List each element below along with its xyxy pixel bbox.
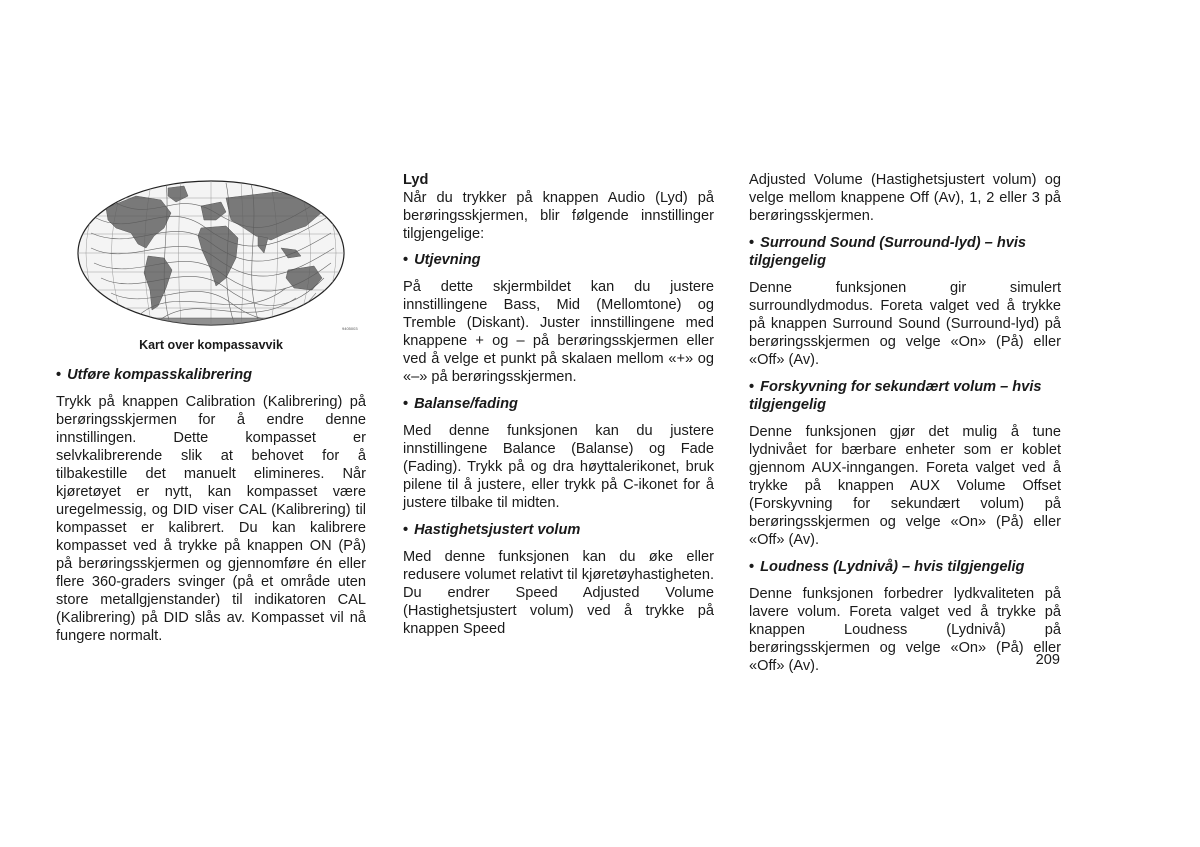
middle-column (403, 171, 714, 638)
figure-caption: Kart over kompassavvik (139, 338, 283, 352)
section-heading-equalizer (403, 251, 714, 269)
right-column (749, 171, 1061, 675)
heading-text: Utjevning (414, 252, 481, 268)
speed-adjusted-volume-paragraph: Med denne funksjonen kan du øke eller redusere volumet relativt til kjøretøyhastigheten. Du endrer Speed Adjusted Volume (Hastighetsjustert volum) ved å trykke på knappen Speed (403, 549, 714, 637)
compass-variance-map-figure (56, 178, 366, 336)
bullet: • (403, 522, 409, 538)
heading-text: Utføre kompasskalibrering (67, 367, 253, 383)
section-heading-balance-fade (403, 395, 714, 413)
section-heading-loudness (749, 558, 1061, 576)
balance-fade-paragraph: Med denne funksjonen kan du justere innstillingene Balance (Balanse) og Fade (Fading). Trykk på og dra høyttalerikonet, bruk pilene til å justere, eller trykk på C-ikonet for å justere tilbake til midten. (403, 423, 714, 511)
bullet: • (403, 252, 409, 268)
figure-code: 9405003 (342, 326, 358, 331)
audio-intro-paragraph: Når du trykker på knappen Audio (Lyd) på berøringsskjermen, blir følgende innstillinger tilgjengelige: (403, 190, 714, 242)
heading-text: Forskyvning for sekundært volum – hvis tilgjengelig (749, 379, 1042, 413)
section-heading-surround-sound (749, 234, 1061, 270)
section-heading-speed-adjusted-volume (403, 521, 714, 539)
bullet: • (403, 396, 409, 412)
speed-volume-continuation-paragraph: Adjusted Volume (Hastighetsjustert volum) og velge mellom knappene Off (Av), 1, 2 eller 3 på berøringsskjermen. (749, 172, 1061, 224)
heading-text: Balanse/fading (414, 396, 518, 412)
bullet: • (56, 367, 62, 383)
page-number: 209 (1035, 652, 1060, 668)
heading-text: Surround Sound (Surround-lyd) – hvis tilgjengelig (749, 235, 1027, 269)
heading-text: Hastighetsjustert volum (414, 522, 581, 538)
section-heading-aux-volume-offset (749, 378, 1061, 414)
surround-sound-paragraph: Denne funksjonen gir simulert surroundlydmodus. Foreta valget ved å trykke på knappen Surround Sound (Surround-lyd) på berøringsskjermen og velge «On» (På) eller «Off» (Av). (749, 280, 1061, 368)
bullet: • (749, 235, 755, 251)
world-map-image (76, 178, 346, 328)
section-heading-compass-calibration (56, 366, 366, 384)
loudness-paragraph: Denne funksjonen forbedrer lydkvaliteten på lavere volum. Foreta valget ved å trykke på knappen Loudness (Lydnivå) på berøringsskjermen og velge «On» (På) eller «Off» (Av). (749, 586, 1061, 674)
bullet: • (749, 379, 755, 395)
equalizer-paragraph: På dette skjermbildet kan du justere innstillingene Bass, Mid (Mellomtone) og Tremble (Diskant). Juster innstillingene med knappene + og – på berøringsskjermen eller ved å velge et punkt på skalaen mellom «+» og «–» på berøringsskjermen. (403, 279, 714, 385)
heading-text: Loudness (Lydnivå) – hvis tilgjengelig (760, 559, 1025, 575)
compass-calibration-paragraph: Trykk på knappen Calibration (Kalibrering) på berøringsskjermen for å endre denne innstillingen. Dette kompasset er selvkalibrerende slik at behovet for å tilbakestille det manuelt elimineres. Når kjøretøyet er nytt, kan kompasset være uregelmessig, og DID viser CAL (Kalibrering) til kompasset er kalibrert. Du kan kalibrere kompasset ved å trykke på knappen ON (På) på berøringsskjermen og gjennomføre én eller flere 360-graders svinger (på et område uten store metallgjenstander) til indikatoren CAL (Kalibrering) på DID slås av. Kompasset vil nå fungere normalt. (56, 394, 366, 644)
left-column (56, 178, 366, 645)
aux-volume-offset-paragraph: Denne funksjonen gjør det mulig å tune lydnivået for bærbare enheter som er koblet gjennom AUX-inngangen. Foreta valget ved å trykke på knappen AUX Volume Offset (Forskyvning for sekundært volum) på berøringsskjermen og velge «On» (På) eller «Off» (Av). (749, 424, 1061, 548)
bullet: • (749, 559, 755, 575)
audio-title: Lyd (403, 172, 429, 188)
